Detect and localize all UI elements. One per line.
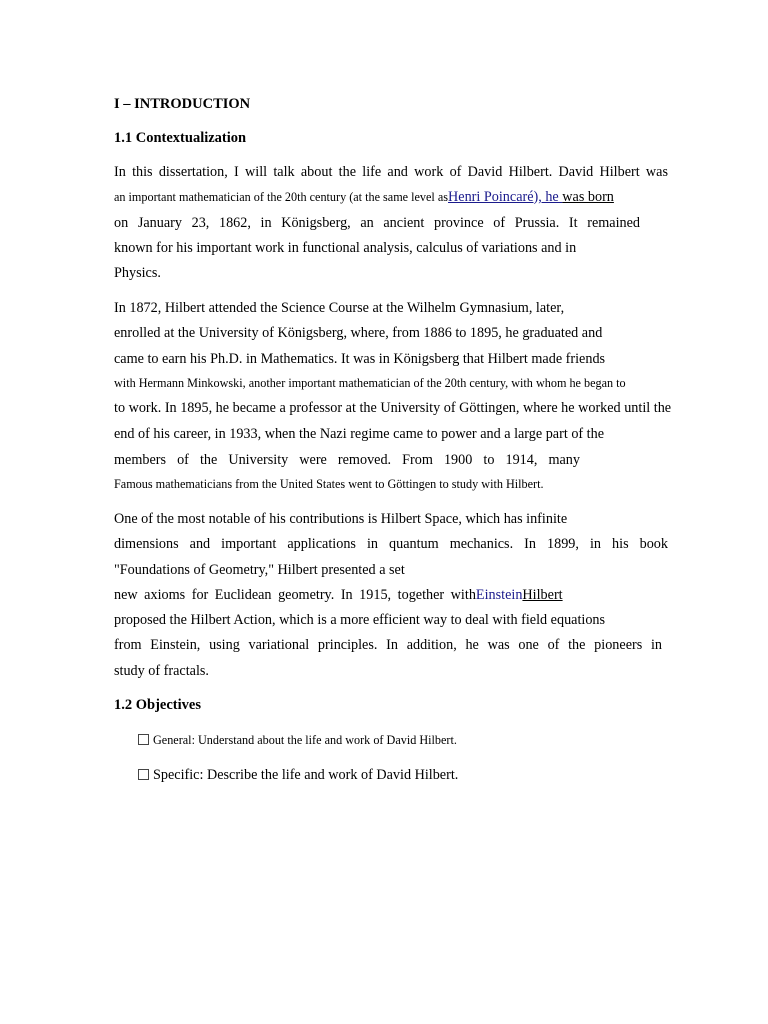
paragraph-3-line-3: "Foundations of Geometry," Hilbert presented a set <box>114 562 405 578</box>
objective-general-text: General: Understand about the life and work of David Hilbert. <box>153 733 457 747</box>
paragraph-2-line-8: Famous mathematicians from the United States went to Göttingen to study with Hilbert. <box>114 477 544 491</box>
paragraph-2-line-7: members of the University were removed. From 1900 to 1914, many <box>114 452 580 468</box>
paragraph-3-line-7: study of fractals. <box>114 663 209 679</box>
paragraph-3-line-4-text: new axioms for Euclidean geometry. In 1915, together with <box>114 587 476 603</box>
objective-specific-text: Specific: Describe the life and work of David Hilbert. <box>153 767 459 783</box>
paragraph-1-line-3: on January 23, 1862, in Königsberg, an ancient province of Prussia. It remained <box>114 215 640 231</box>
objective-specific <box>138 767 458 784</box>
paragraph-1-line-2-tail: was born <box>562 189 614 205</box>
einstein-link[interactable]: Einstein <box>475 587 523 603</box>
paragraph-3-line-2: dimensions and important applications in quantum mechanics. In 1899, in his book <box>114 536 668 552</box>
paragraph-1-line-5: Physics. <box>114 265 161 281</box>
paragraph-2-line-4: with Hermann Minkowski, another important mathematician of the 20th century, with whom he began to <box>114 376 626 390</box>
bullet-box-icon <box>138 734 149 745</box>
paragraph-2-line-6: end of his career, in 1933, when the Nazi regime came to power and a large part of the <box>114 426 605 442</box>
paragraph-2-line-1: In 1872, Hilbert attended the Science Course at the Wilhelm Gymnasium, later, <box>114 300 565 316</box>
section-heading-contextualization: 1.1 Contextualization <box>114 130 247 146</box>
paragraph-3-line-6: from Einstein, using variational principles. In addition, he was one of the pioneers in <box>114 637 662 653</box>
poincare-link[interactable]: Henri Poincaré), he <box>448 189 563 205</box>
objective-general <box>138 733 457 748</box>
paragraph-1-line-2-text: an important mathematician of the 20th century (at the same level as <box>114 190 449 204</box>
paragraph-1-line-4: known for his important work in functional analysis, calculus of variations and in <box>114 240 577 256</box>
bullet-box-icon <box>138 769 149 780</box>
paragraph-3-line-1: One of the most notable of his contributions is Hilbert Space, which has infinite <box>114 511 568 527</box>
paragraph-3-line-4 <box>114 587 584 604</box>
paragraph-2-line-5: to work. In 1895, he became a professor at the University of Göttingen, where he worked until the <box>114 400 672 416</box>
section-heading-objectives: 1.2 Objectives <box>114 697 201 713</box>
paragraph-2-line-3: came to earn his Ph.D. in Mathematics. It was in Königsberg that Hilbert made friends <box>114 351 606 367</box>
paragraph-1-line-2 <box>114 189 614 206</box>
paragraph-2-line-2: enrolled at the University of Königsberg, where, from 1886 to 1895, he graduated and <box>114 325 603 341</box>
paragraph-1-line-1: In this dissertation, I will talk about the life and work of David Hilbert. David Hilbert was <box>114 164 668 180</box>
paragraph-3-line-5: proposed the Hilbert Action, which is a more efficient way to deal with field equations <box>114 612 606 628</box>
section-heading-introduction: I – INTRODUCTION <box>114 96 251 112</box>
hilbert-underlined: Hilbert <box>522 587 563 603</box>
